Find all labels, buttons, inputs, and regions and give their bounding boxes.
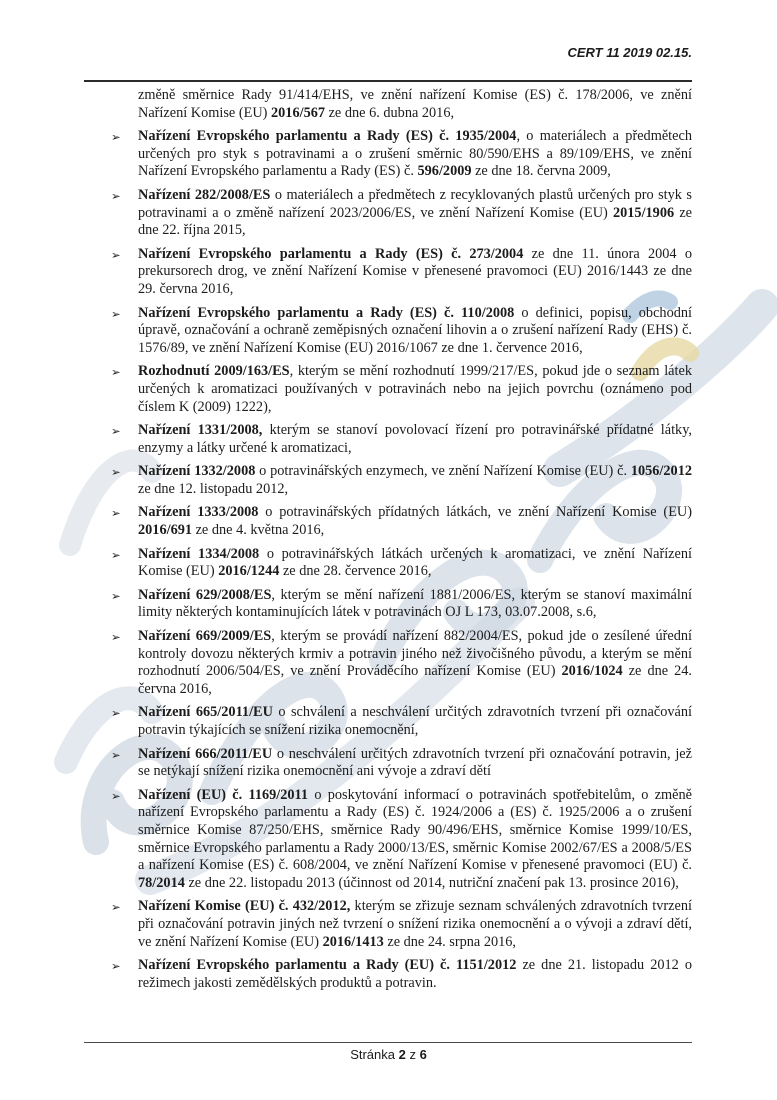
bold-text-segment: Nařízení 666/2011/EU	[138, 745, 273, 762]
text-segment: ze dne 12. listopadu 2012,	[138, 480, 289, 497]
bold-text-segment: 78/2014	[138, 874, 185, 891]
text-segment: ze dne 28. července 2016,	[279, 563, 432, 580]
list-item	[85, 628, 692, 698]
item-text	[138, 422, 692, 456]
text-segment: ze dne 22. října 2015,	[138, 204, 693, 239]
text-segment: o definici, popisu, obchodní úpravě, označování a ochraně zeměpisných označení lihovin a o zrušení nařízení Rady (EHS) č. 1576/89, ve znění Nařízení Komise (EU) 2016/1067 ze dne 1. července 2016,	[138, 304, 692, 356]
bullet-arrow-icon: ➢	[111, 630, 121, 645]
bullet-arrow-icon: ➢	[111, 247, 121, 262]
item-text	[138, 187, 692, 238]
bold-text-segment: 596/2009	[417, 163, 472, 180]
text-segment: o poskytování informací o potravinách spotřebitelům, o změně nařízení Evropského parlamentu a Rady (ES) č. 1924/2006 a (ES) č. 1925/2006 a o zrušení směrnice Komise 87/250/EHS, směrnice Rady 90/496/EHS, směrnice Komise 1999/10/ES, směrnice Evropského parlamentu a Rady 2000/13/ES, směrnic Komise 2002/67/ES a 2008/5/ES a nařízení Komise (ES) č. 608/2004, ve znění Nařízení Komise v přenesené pravomoci (EU) č.	[138, 786, 692, 874]
list-item	[85, 704, 692, 739]
bold-text-segment: Nařízení 282/2008/ES	[138, 186, 271, 203]
intro-paragraph	[85, 87, 692, 122]
item-text	[138, 504, 692, 538]
bold-text-segment: Nařízení 1332/2008	[138, 463, 256, 480]
bold-text-segment: Nařízení Evropského parlamentu a Rady (ES) č. 1935/2004	[138, 128, 517, 145]
list-item	[85, 746, 692, 781]
list-item	[85, 463, 692, 498]
bullet-arrow-icon: ➢	[111, 788, 121, 803]
regulation-list	[85, 128, 692, 992]
bullet-arrow-icon: ➢	[111, 130, 121, 145]
bold-text-segment: 2016/1413	[322, 933, 384, 950]
text-segment: , o materiálech a předmětech určených pro styk s potravinami a o zrušení směrnic 80/590/EHS a 89/109/EHS, ve znění Nařízení Evropského parlamentu a Rady (ES) č.	[138, 128, 692, 180]
text-segment: ze dne 22. listopadu 2013 (účinnost od 2014, nutriční značení pak 13. prosince 2016),	[184, 874, 679, 891]
bold-text-segment: 6	[419, 1047, 427, 1062]
bold-text-segment: Nařízení 665/2011/EU	[138, 704, 273, 721]
list-item	[85, 898, 692, 951]
item-text	[138, 246, 692, 297]
bold-text-segment: Nařízení 669/2009/ES	[138, 628, 272, 645]
item-text	[138, 957, 692, 991]
text-segment: ze dne 4. května 2016,	[192, 522, 325, 539]
bullet-arrow-icon: ➢	[111, 747, 121, 762]
text-segment: ze dne 21. listopadu 2012 o režimech jakosti zemědělských produktů a potravin.	[138, 957, 693, 991]
bullet-arrow-icon: ➢	[111, 547, 121, 562]
document-body	[85, 87, 692, 998]
item-text	[138, 587, 692, 621]
item-text	[138, 746, 692, 780]
bold-text-segment: 2016/1024	[561, 663, 623, 680]
item-text	[138, 305, 692, 356]
list-item	[85, 246, 692, 299]
text-segment: změně směrnice Rady 91/414/EHS, ve znění nařízení Komise (ES) č. 178/2006, ve znění Nařízení Komise (EU)	[138, 87, 692, 121]
list-item	[85, 422, 692, 457]
text-segment: kterým se stanoví povolovací řízení pro potravinářské přídatné látky, enzymy a látky určené k aromatizaci,	[138, 422, 692, 456]
bullet-arrow-icon: ➢	[111, 306, 121, 321]
text-segment: ze dne 6. dubna 2016,	[325, 104, 455, 121]
bold-text-segment: 2016/1244	[218, 563, 280, 580]
list-item	[85, 305, 692, 358]
bold-text-segment: Nařízení 629/2008/ES	[138, 586, 272, 603]
bullet-arrow-icon: ➢	[111, 188, 121, 203]
text-segment: ze dne 18. června 2009,	[471, 163, 611, 180]
text-segment: , kterým se mění nařízení 1881/2006/ES, kterým se stanoví maximální limity některých kontaminujících látek v potravinách OJ L 173, 03.07.2008, s.6,	[138, 586, 692, 621]
bullet-arrow-icon: ➢	[111, 506, 121, 521]
text-segment: o potravinářských enzymech, ve znění Nařízení Komise (EU) č.	[255, 463, 631, 480]
text-segment: o potravinářských látkách určených k aromatizaci, ve znění Nařízení Komise (EU)	[138, 545, 692, 580]
item-text	[138, 898, 692, 949]
text-segment: , kterým se provádí nařízení 882/2004/ES, pokud jde o zesílené úřední kontroly dovozu některých krmiv a potravin jiného než živočišného původu, a kterým se mění rozhodnutí 2006/504/ES, ve znění Prováděcího nařízení Komise (EU)	[138, 628, 692, 680]
bullet-arrow-icon: ➢	[111, 365, 121, 380]
bold-text-segment: 2	[398, 1047, 406, 1062]
list-item	[85, 128, 692, 181]
bold-text-segment: Nařízení Evropského parlamentu a Rady (ES) č. 273/2004	[138, 245, 524, 262]
list-item	[85, 546, 692, 581]
text-segment: ze dne 24. června 2016,	[138, 663, 692, 697]
item-text	[138, 363, 692, 414]
text-segment: Stránka	[350, 1047, 399, 1062]
list-item	[85, 504, 692, 539]
bold-text-segment: Rozhodnutí 2009/163/ES	[138, 363, 290, 380]
bullet-arrow-icon: ➢	[111, 706, 121, 721]
bullet-arrow-icon: ➢	[111, 465, 121, 480]
bullet-arrow-icon: ➢	[111, 588, 121, 603]
bullet-arrow-icon: ➢	[111, 959, 121, 974]
bullet-arrow-icon: ➢	[111, 424, 121, 439]
header-doc-code: CERT 11 2019 02.15.	[567, 45, 692, 60]
bold-text-segment: Nařízení 1333/2008	[138, 504, 259, 521]
item-text	[138, 128, 692, 179]
text-segment: ze dne 24. srpna 2016,	[383, 933, 516, 950]
item-text	[138, 787, 692, 891]
text-segment: o potravinářských přídatných látkách, ve znění Nařízení Komise (EU)	[258, 504, 693, 521]
footer-rule	[84, 1042, 692, 1043]
page-number	[0, 1047, 777, 1062]
list-item	[85, 957, 692, 992]
text-segment: ze dne 11. února 2004 o prekursorech drog, ve znění Nařízení Komise v přenesené pravomoci (EU) 2016/1443 ze dne 29. června 2016,	[138, 245, 692, 297]
bold-text-segment: 2015/1906	[612, 204, 675, 221]
item-text	[138, 628, 692, 697]
bold-text-segment: Nařízení Evropského parlamentu a Rady (EU) č. 1151/2012	[138, 957, 517, 974]
bold-text-segment: Nařízení (EU) č. 1169/2011	[138, 786, 309, 803]
header-rule	[84, 80, 692, 82]
text-segment: o materiálech a předmětech z recyklovaných plastů určených pro styk s potravinami a o změně nařízení 2023/2006/ES, ve znění Nařízení Komise (EU)	[138, 186, 692, 221]
bold-text-segment: Nařízení 1334/2008	[138, 545, 260, 562]
text-segment: o schválení a neschválení určitých zdravotních tvrzení při označování potravin týkajících se snížení rizika onemocnění,	[138, 704, 692, 738]
text-segment: , kterým se mění rozhodnutí 1999/217/ES, pokud jde o seznam látek určených k aromatizaci používaných v potravinách nebo na jejich povrchu (oznámeno pod číslem K (2009) 1222),	[138, 363, 692, 415]
text-segment: o neschválení určitých zdravotních tvrzení při označování potravin, jež se netýkají snížení rizika onemocnění ani vývoje a zdraví dětí	[138, 745, 692, 780]
bold-text-segment: 2016/691	[138, 522, 193, 539]
bold-text-segment: 2016/567	[271, 104, 326, 121]
list-item	[85, 787, 692, 893]
text-segment: z	[405, 1047, 420, 1062]
list-item	[85, 587, 692, 622]
bullet-arrow-icon: ➢	[111, 900, 121, 915]
bold-text-segment: Nařízení 1331/2008,	[138, 422, 263, 439]
item-text	[138, 546, 692, 580]
item-text	[138, 463, 692, 497]
bold-text-segment: Nařízení Evropského parlamentu a Rady (ES) č. 110/2008	[138, 304, 515, 321]
bold-text-segment: 1056/2012	[630, 463, 692, 480]
list-item	[85, 363, 692, 416]
item-text	[138, 704, 692, 738]
text-segment: kterým se zřizuje seznam schválených zdravotních tvrzení při označování potravin jiných než tvrzení o snížení rizika onemocnění a o vývoji a zdraví dětí, ve znění Nařízení Komise (EU)	[138, 898, 692, 950]
bold-text-segment: Nařízení Komise (EU) č. 432/2012,	[138, 898, 351, 915]
list-item	[85, 187, 692, 240]
